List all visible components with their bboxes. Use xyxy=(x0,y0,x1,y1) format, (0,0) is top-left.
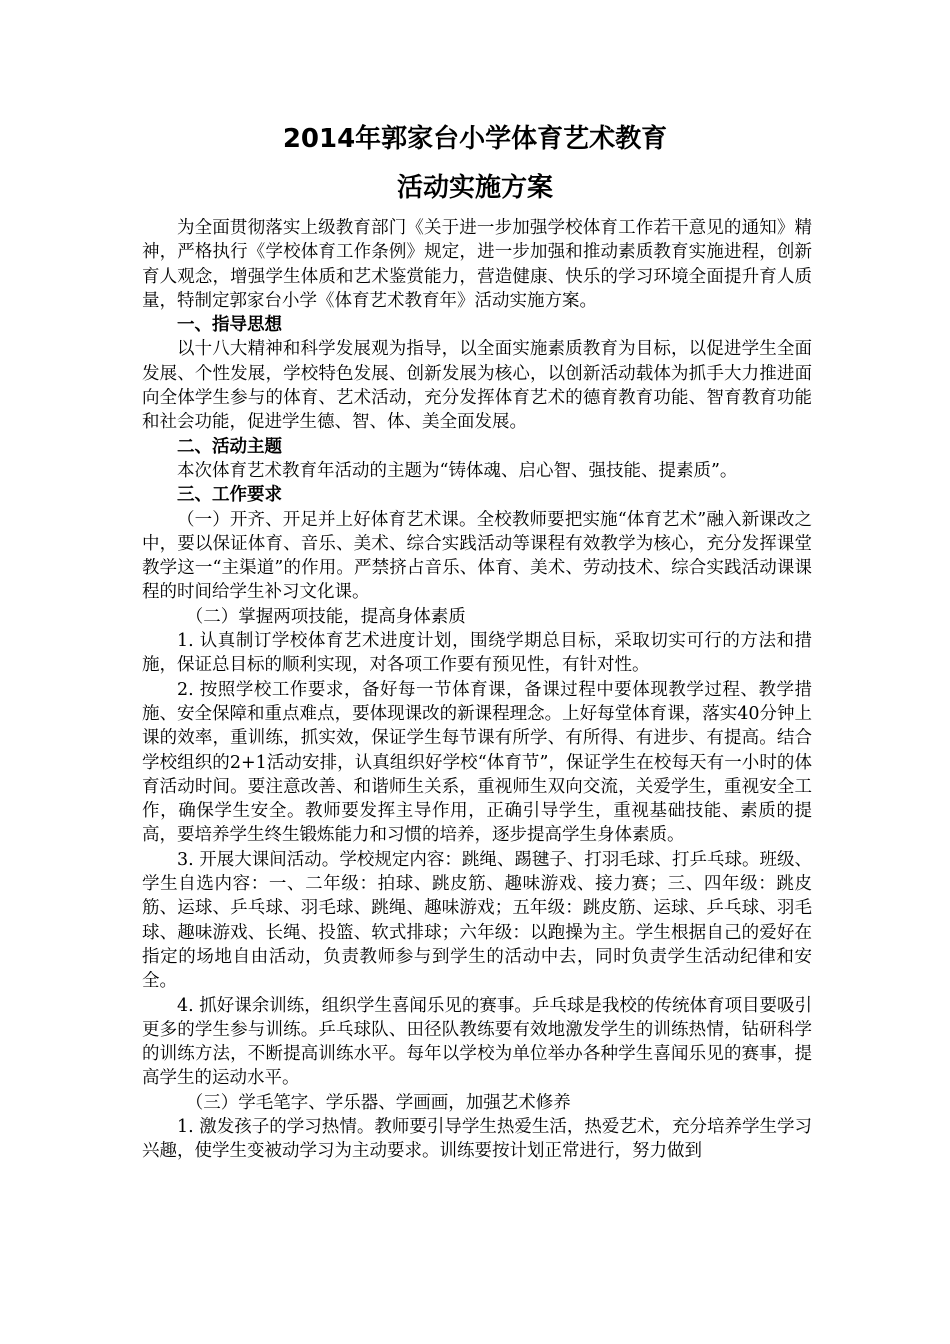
paragraph-activity-theme: 本次体育艺术教育年活动的主题为“铸体魂、启心智、强技能、提素质”。 xyxy=(177,460,738,481)
paragraph-requirement-2-point-1: 1. 认真制订学校体育艺术进度计划，围绕学期总目标，采取切实可行的方法和措施，保证总目标的顺利实现，对各项工作要有预见性，有针对性。 xyxy=(142,631,812,676)
section-heading-work-requirements: 三、工作要求 xyxy=(177,485,282,506)
paragraph-guiding-ideology: 以十八大精神和科学发展观为指导，以全面实施素质教育为目标，以促进学生全面发展、个性发展，学校特色发展、创新发展为核心，以创新活动载体为抓手大力推进面向全体学生参与的体育、艺术活动，充分发挥体育艺术的德育教育功能、智育教育功能和社会功能，促进学生德、智、体、美全面发展。 xyxy=(142,339,812,433)
paragraph-requirement-3-point-1: 1. 激发孩子的学习热情。教师要引导学生热爱生活，热爱艺术，充分培养学生学习兴趣，使学生变被动学习为主动要求。训练要按计划正常进行，努力做到 xyxy=(142,1116,812,1162)
intro-paragraph: 为全面贯彻落实上级教育部门《关于进一步加强学校体育工作若干意见的通知》精神，严格执行《学校体育工作条例》规定，进一步加强和推动素质教育实施进程，创新育人观念，增强学生体质和艺术鉴赏能力，营造健康、快乐的学习环境全面提升育人质量，特制定郭家台小学《体育艺术教育年》活动实施方案。 xyxy=(142,218,812,311)
paragraph-requirement-2-point-2: 2. 按照学校工作要求，备好每一节体育课，备课过程中要体现教学过程、教学措施、安全保障和重点难点，要体现课改的新课程理念。上好每堂体育课，落实40分钟上课的效率，重训练，抓实效，保证学生每节课有所学、有所得、有进步、有提高。结合学校组织的2+1活动安排，认真组织好学校“体育节”，保证学生在校每天有一小时的体育活动时间。要注意改善、和谐师生关系，重视师生双向交流，关爱学生，重视安全工作，确保学生安全。教师要发挥主导作用，正确引导学生，重视基础技能、素质的提高，要培养学生终生锻炼能力和习惯的培养，逐步提高学生身体素质。 xyxy=(142,679,812,846)
document-title: 2014年郭家台小学体育艺术教育 xyxy=(282,124,668,154)
subheading-requirement-2: （二）掌握两项技能，提高身体素质 xyxy=(185,606,466,627)
section-heading-guiding-ideology: 一、指导思想 xyxy=(177,315,282,336)
section-heading-activity-theme: 二、活动主题 xyxy=(177,436,282,457)
document-body xyxy=(142,216,812,1164)
paragraph-requirement-1: （一）开齐、开足并上好体育艺术课。全校教师要把实施“体育艺术”融入新课改之中，要以保证体育、音乐、美术、综合实践活动等课程有效教学为核心，充分发挥课堂教学这一“主渠道”的作用。严禁挤占音乐、体育、美术、劳动技术、综合实践活动课课程的时间给学生补习文化课。 xyxy=(142,509,812,603)
document-subtitle: 活动实施方案 xyxy=(396,173,553,203)
subheading-requirement-3: （三）学毛笔字、学乐器、学画画，加强艺术修养 xyxy=(185,1092,571,1113)
paragraph-requirement-2-point-4: 4. 抓好课余训练，组织学生喜闻乐见的赛事。乒乓球是我校的传统体育项目要吸引更多的学生参与训练。乒乓球队、田径队教练要有效地激发学生的训练热情，钻研科学的训练方法，不断提高训练水平。每年以学校为单位举办各种学生喜闻乐见的赛事，提高学生的运动水平。 xyxy=(142,995,812,1089)
paragraph-requirement-2-point-3: 3. 开展大课间活动。学校规定内容：跳绳、踢毽子、打羽毛球、打乒乓球。班级、学生自选内容：一、二年级：拍球、跳皮筋、趣味游戏、接力赛；三、四年级：跳皮筋、运球、乒乓球、羽毛球、跳绳、趣味游戏；五年级：跳皮筋、运球、乒乓球、羽毛球、趣味游戏、长绳、投篮、软式排球；六年级：以跑操为主。学生根据自己的爱好在指定的场地自由活动，负责教师参与到学生的活动中去，同时负责学生活动纪律和安全。 xyxy=(142,849,812,992)
